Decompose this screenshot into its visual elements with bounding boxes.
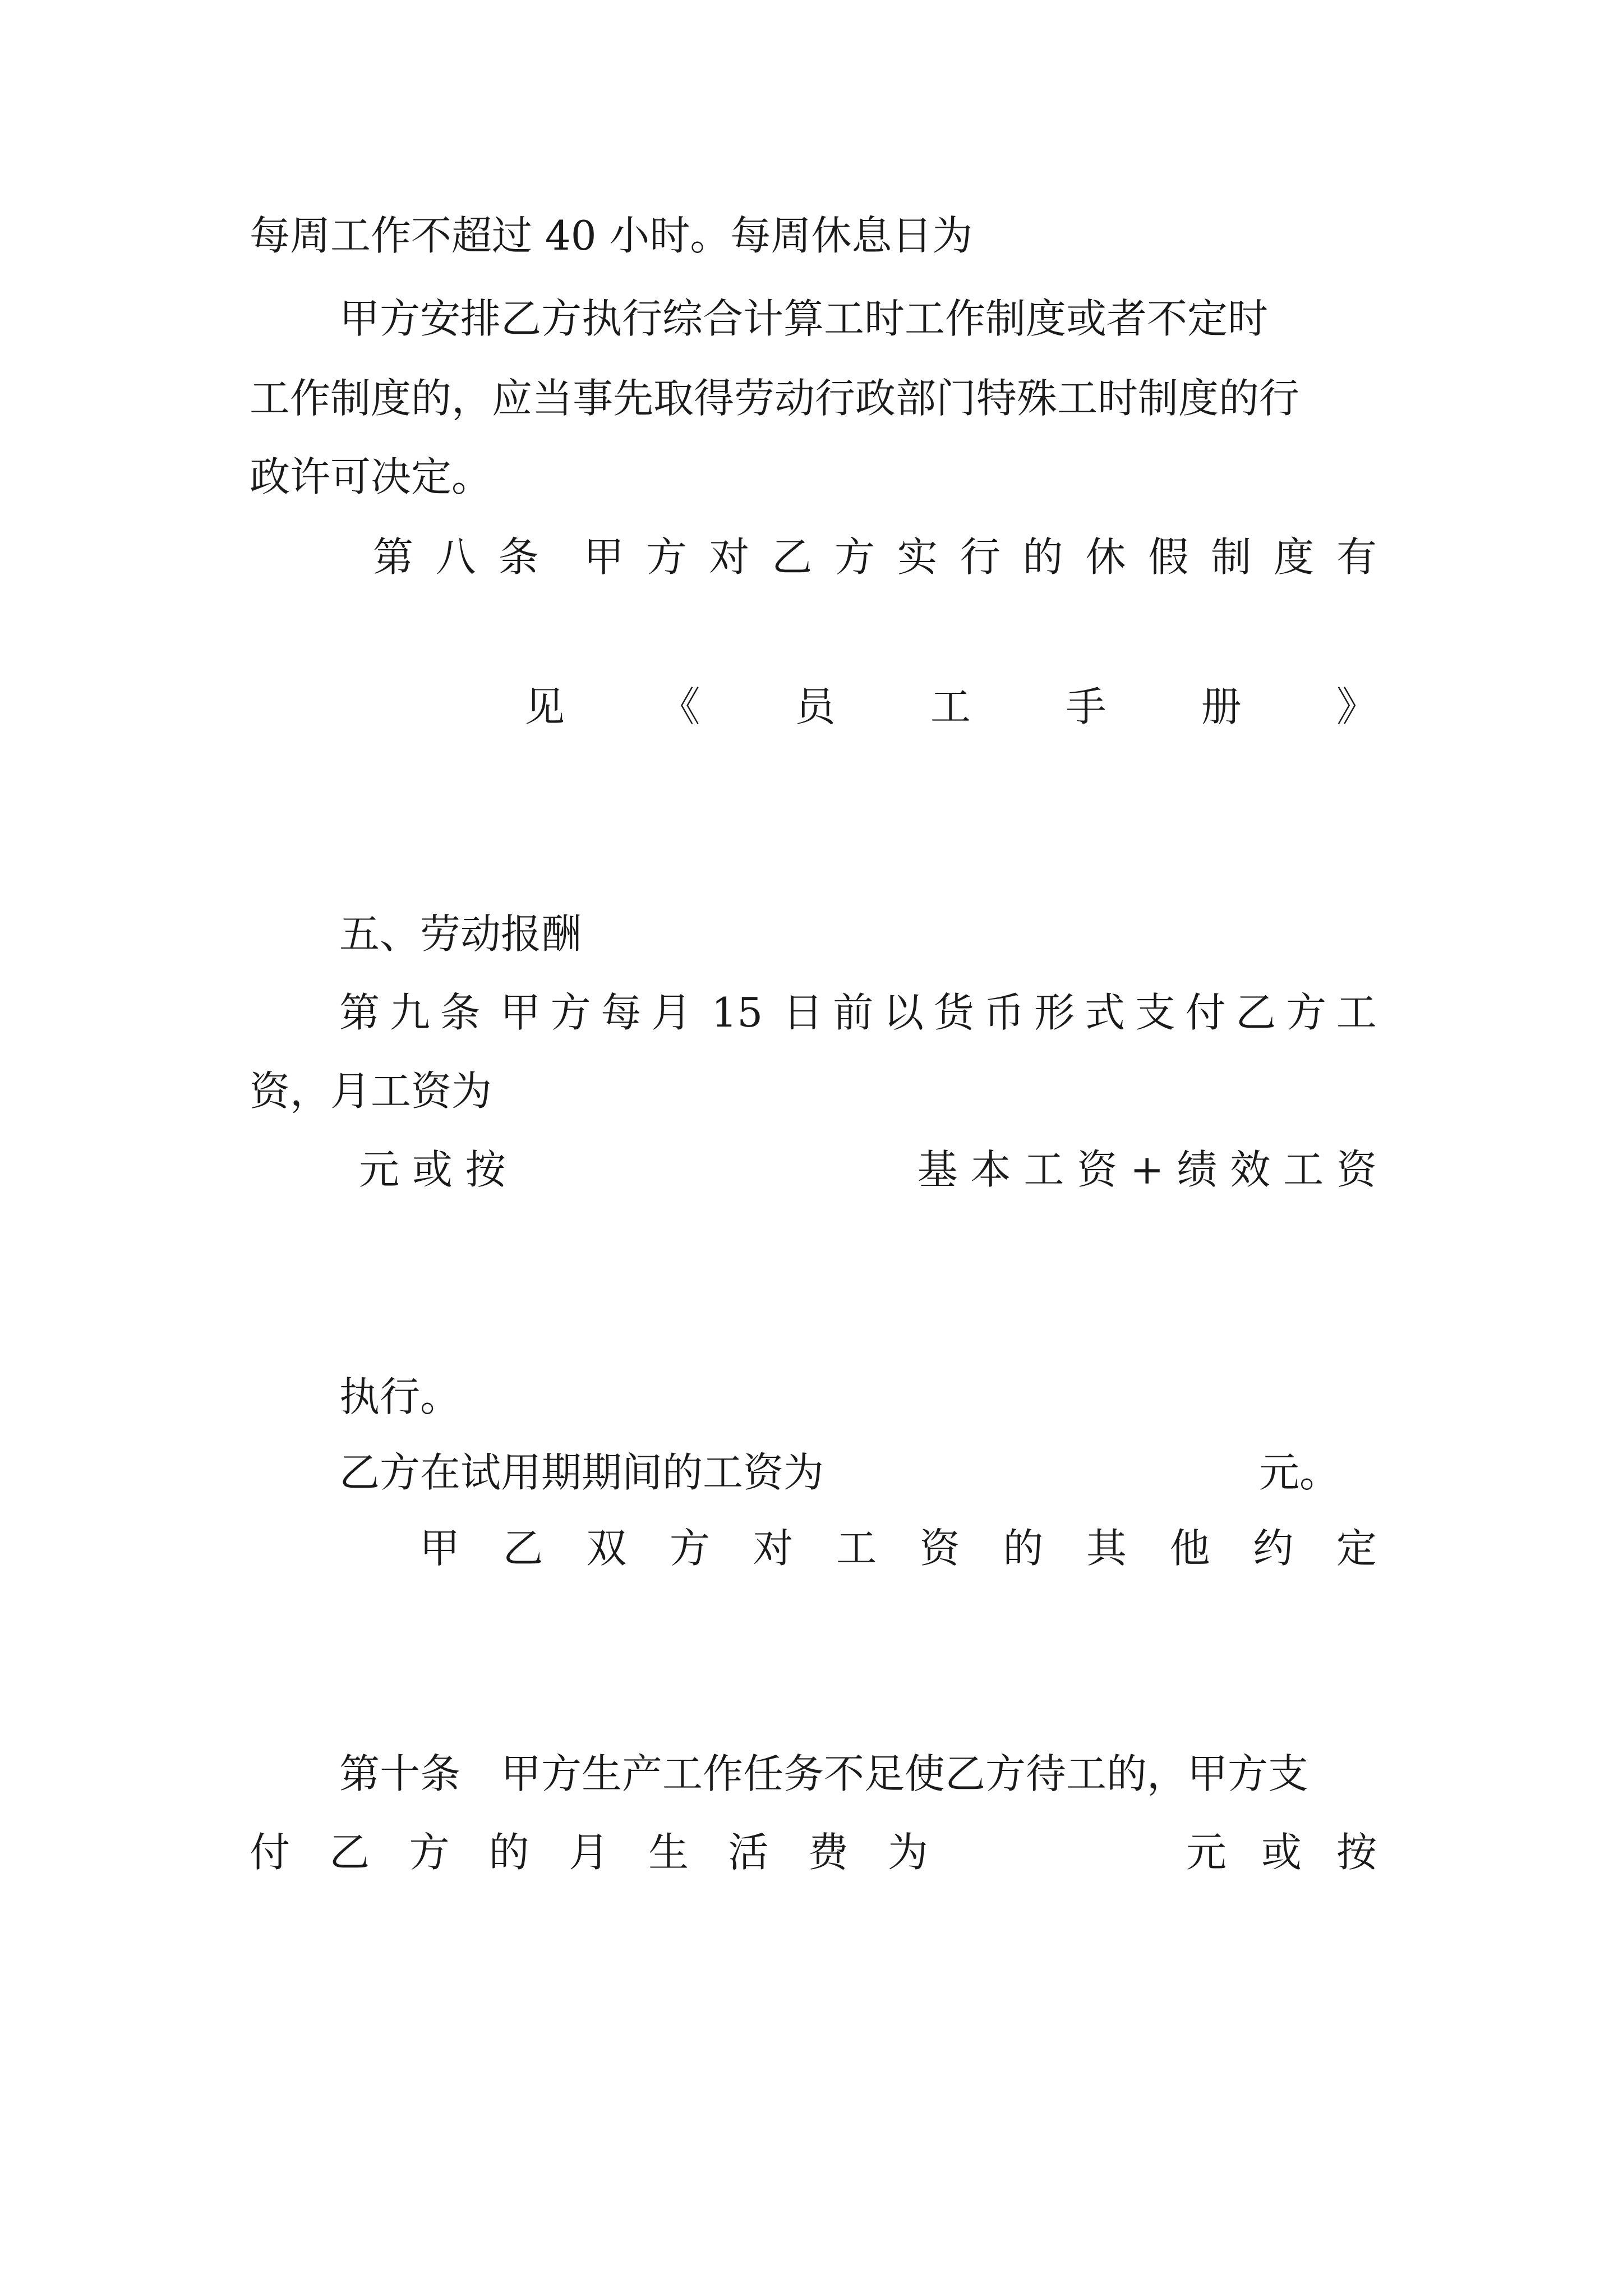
working-hours-line: 每周工作不超过 40 小时。每周休息日为 (250, 212, 973, 259)
probation-wage-unit: 元。 (1259, 1449, 1340, 1496)
char: 其 (1086, 1525, 1127, 1572)
article9-line3 (359, 1142, 1377, 1198)
char: 生 (648, 1829, 689, 1876)
char: 条 (498, 533, 539, 581)
char: 方 (1285, 989, 1326, 1036)
char: 八 (435, 533, 476, 581)
living-allowance-label (250, 1824, 928, 1880)
article10-line1: 第十条 甲方生产工作任务不足使乙方待工的，甲方支 (339, 1750, 1309, 1797)
char: 对 (753, 1525, 794, 1572)
para1-line1: 甲方安排乙方执行综合计算工时工作制度或者不定时 (339, 295, 1269, 342)
char: 前 (833, 989, 874, 1036)
char: 》 (1336, 683, 1377, 730)
char: 方 (550, 989, 591, 1036)
char: 工 (1336, 989, 1377, 1036)
char: 的 (1003, 1525, 1044, 1572)
char: 币 (984, 989, 1025, 1036)
char: 制 (1211, 533, 1252, 581)
char: 乙 (502, 1525, 543, 1572)
char: 实 (897, 533, 938, 581)
char: 支 (1135, 989, 1175, 1036)
char: 为 (887, 1829, 928, 1876)
char: 付 (250, 1829, 291, 1876)
char: 手 (1066, 683, 1106, 730)
article10-line2 (250, 1824, 1377, 1880)
para1-line3: 政许可决定。 (250, 453, 492, 500)
char: 甲 (419, 1525, 460, 1572)
living-allowance-unit (1186, 1824, 1377, 1880)
char: 每 (601, 989, 642, 1036)
day-number: 15 (711, 989, 763, 1036)
char: 方 (834, 533, 875, 581)
other-wage-agreement-line (419, 1520, 1377, 1576)
article9-line1 (339, 984, 1377, 1041)
char: 第 (339, 989, 380, 1036)
section5-heading: 五、劳动报酬 (339, 910, 582, 958)
char: 工 (836, 1525, 877, 1572)
char: 按 (1336, 1829, 1377, 1876)
char: 形 (1034, 989, 1075, 1036)
char: 度 (1274, 533, 1315, 581)
char: 方 (646, 533, 687, 581)
char: 册 (1201, 683, 1242, 730)
char: 货 (933, 989, 974, 1036)
char: 费 (808, 1829, 849, 1876)
char: 甲 (500, 989, 541, 1036)
char: 他 (1169, 1525, 1210, 1572)
probation-wage-line (339, 1444, 1377, 1501)
char: 月 (651, 989, 692, 1036)
char: 《 (660, 683, 700, 730)
char: 约 (1253, 1525, 1294, 1572)
char: 员 (795, 683, 836, 730)
char: 资 (919, 1525, 960, 1572)
char: 乙 (1235, 989, 1276, 1036)
article8-line (373, 529, 1377, 585)
char: 的 (488, 1829, 529, 1876)
char: 双 (586, 1525, 627, 1572)
char: 式 (1085, 989, 1126, 1036)
char: 对 (709, 533, 750, 581)
char: 以 (883, 989, 924, 1036)
char: 休 (1085, 533, 1126, 581)
wage-unit-text: 元 或 按 (359, 1146, 506, 1193)
char: 条 (440, 989, 481, 1036)
char: 方 (669, 1525, 710, 1572)
handbook-reference-line (524, 679, 1377, 735)
char: 乙 (329, 1829, 370, 1876)
char: 月 (568, 1829, 609, 1876)
char: 行 (960, 533, 1000, 581)
char: 第 (373, 533, 414, 581)
char: 的 (1022, 533, 1063, 581)
char: 乙 (772, 533, 813, 581)
char: 九 (389, 989, 430, 1036)
char: 日 (782, 989, 823, 1036)
char: 活 (728, 1829, 769, 1876)
article9-execute: 执行。 (339, 1373, 461, 1420)
probation-wage-label: 乙方在试用期期间的工资为 (339, 1449, 824, 1496)
para1-line2: 工作制度的，应当事先取得劳动行政部门特殊工时制度的行 (250, 375, 1300, 422)
wage-structure-text: 基 本 工 资 + 绩 效 工 资 (917, 1146, 1377, 1193)
char: 付 (1185, 989, 1226, 1036)
char: 定 (1336, 1525, 1377, 1572)
char: 工 (930, 683, 971, 730)
article9-line2: 资，月工资为 (250, 1068, 492, 1115)
char: 或 (1261, 1829, 1302, 1876)
char: 元 (1186, 1829, 1227, 1876)
char: 方 (409, 1829, 450, 1876)
char: 有 (1336, 533, 1377, 581)
char: 甲 (583, 533, 624, 581)
char: 假 (1148, 533, 1189, 581)
char: 见 (524, 683, 565, 730)
